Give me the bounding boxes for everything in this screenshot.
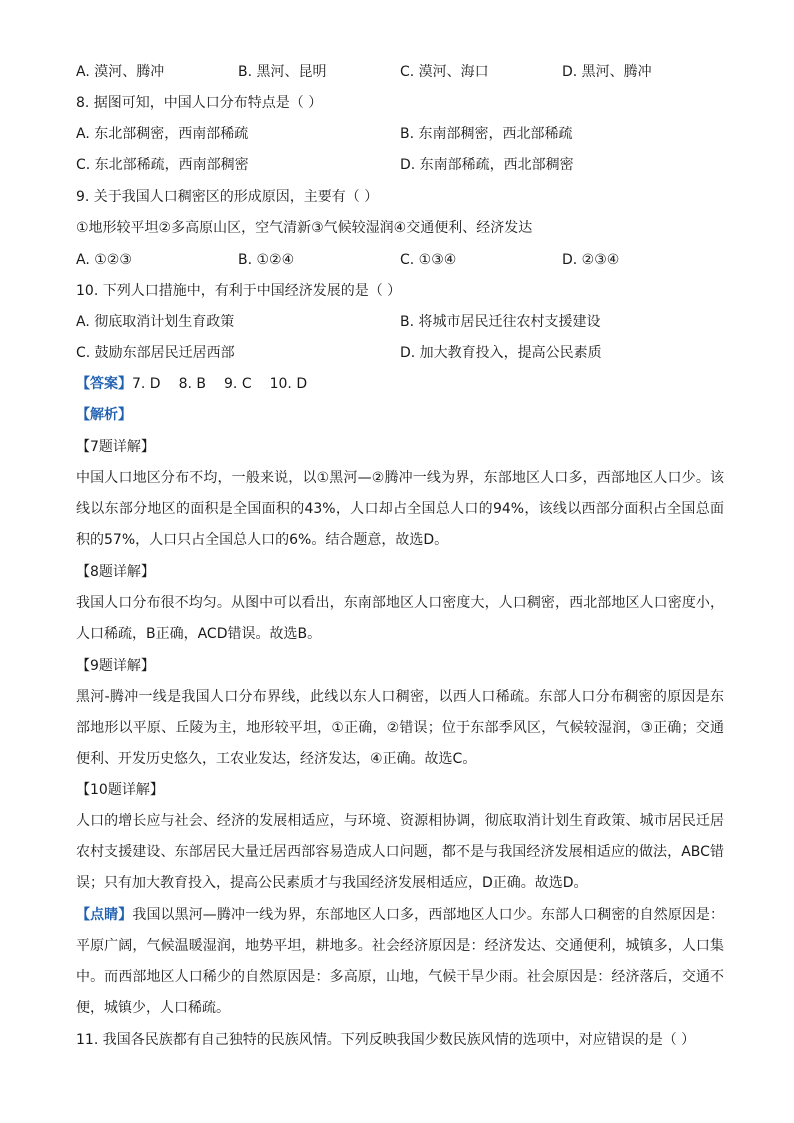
q8-stem: 8. 据图可知，中国人口分布特点是（ ） [76, 95, 323, 111]
answer-item: 8. B [178, 376, 207, 392]
q9-stem: 9. 关于我国人口稠密区的形成原因，主要有（ ） [76, 189, 379, 205]
q7-option-d: D. 黑河、腾冲 [562, 64, 652, 80]
analysis-label: 【解析】 [76, 407, 132, 423]
q8-option-c: C. 东北部稀疏，西南部稠密 [76, 157, 249, 173]
q11-stem: 11. 我国各民族都有自己独特的民族风情。下列反映我国少数民族风情的选项中，对应错误的是（ ） [76, 1032, 696, 1048]
q8-option-a: A. 东北部稠密，西南部稀疏 [76, 126, 249, 142]
answer-label: 【答案】 [76, 376, 132, 392]
q9-option-c: C. ①③④ [400, 252, 457, 268]
q9-option-b: B. ①②④ [238, 252, 295, 268]
detail10-text: 人口的增长应与社会、经济的发展相适应，与环境、资源相协调，彻底取消计划生育政策、城市居民迁居农村支援建设、东部居民大量迁居西部容易造成人口问题，都不是与我国经济发展相适应的做法，ABC错误；只有加大教育投入，提高公民素质才与我国经济发展相适应，D正确。故选D。 [76, 813, 724, 891]
q10-option-d: D. 加大教育投入，提高公民素质 [400, 345, 602, 361]
tip-text: 我国以黑河—腾冲一线为界，东部地区人口多，西部地区人口少。东部人口稠密的自然原因是：平原广阔，气候温暖湿润，地势平坦，耕地多。社会经济原因是：经济发达、交通便利，城镇多，人口集中。而西部地区人口稀少的自然原因是：多高原，山地，气候干旱少雨。社会原因是：经济落后，交通不便，城镇少，人口稀疏。 [76, 907, 725, 1016]
q10-option-a: A. 彻底取消计划生育政策 [76, 314, 235, 330]
q10-option-c: C. 鼓励东部居民迁居西部 [76, 345, 235, 361]
detail9-label: 【9题详解】 [76, 658, 155, 674]
q10-stem: 10. 下列人口措施中，有利于中国经济发展的是（ ） [76, 283, 402, 299]
q7-option-a: A. 漠河、腾冲 [76, 64, 165, 80]
detail8-text: 我国人口分布很不均匀。从图中可以看出，东南部地区人口密度大，人口稠密，西北部地区人口密度小，人口稀疏，B正确，ACD错误。故选B。 [76, 595, 724, 642]
detail9-text: 黑河-腾冲一线是我国人口分布界线，此线以东人口稠密，以西人口稀疏。东部人口分布稠密的原因是东部地形以平原、丘陵为主，地形较平坦，①正确，②错误；位于东部季风区，气候较湿润，③正确；交通便利、开发历史悠久，工农业发达，经济发达，④正确。故选C。 [76, 689, 724, 767]
tip-label: 【点睛】 [76, 907, 133, 923]
q8-option-b: B. 东南部稠密，西北部稀疏 [400, 126, 573, 142]
q7-option-c: C. 漠河、海口 [400, 64, 489, 80]
q9-option-a: A. ①②③ [76, 252, 132, 268]
answer-item: 7. D [132, 376, 161, 392]
answer-line [76, 374, 307, 394]
detail8-label: 【8题详解】 [76, 564, 155, 580]
answer-item: 9. C [224, 376, 252, 392]
tip-block [76, 900, 724, 1024]
q10-option-b: B. 将城市居民迁往农村支援建设 [400, 314, 601, 330]
detail7-text: 中国人口地区分布不均，一般来说，以①黑河—②腾冲一线为界，东部地区人口多，西部地区人口少。该线以东部分地区的面积是全国面积的43%，人口却占全国总人口的94%，该线以西部分面积占全国总面积的57%，人口只占全国总人口的6%。结合题意，故选D。 [76, 470, 724, 548]
detail10-label: 【10题详解】 [76, 782, 164, 798]
q8-option-d: D. 东南部稀疏，西北部稠密 [400, 157, 574, 173]
q7-option-b: B. 黑河、昆明 [238, 64, 327, 80]
answer-item: 10. D [269, 376, 308, 392]
q9-statements: ①地形较平坦②多高原山区，空气清新③气候较湿润④交通便利、经济发达 [76, 220, 533, 236]
q9-option-d: D. ②③④ [562, 252, 620, 268]
detail7-label: 【7题详解】 [76, 439, 155, 455]
